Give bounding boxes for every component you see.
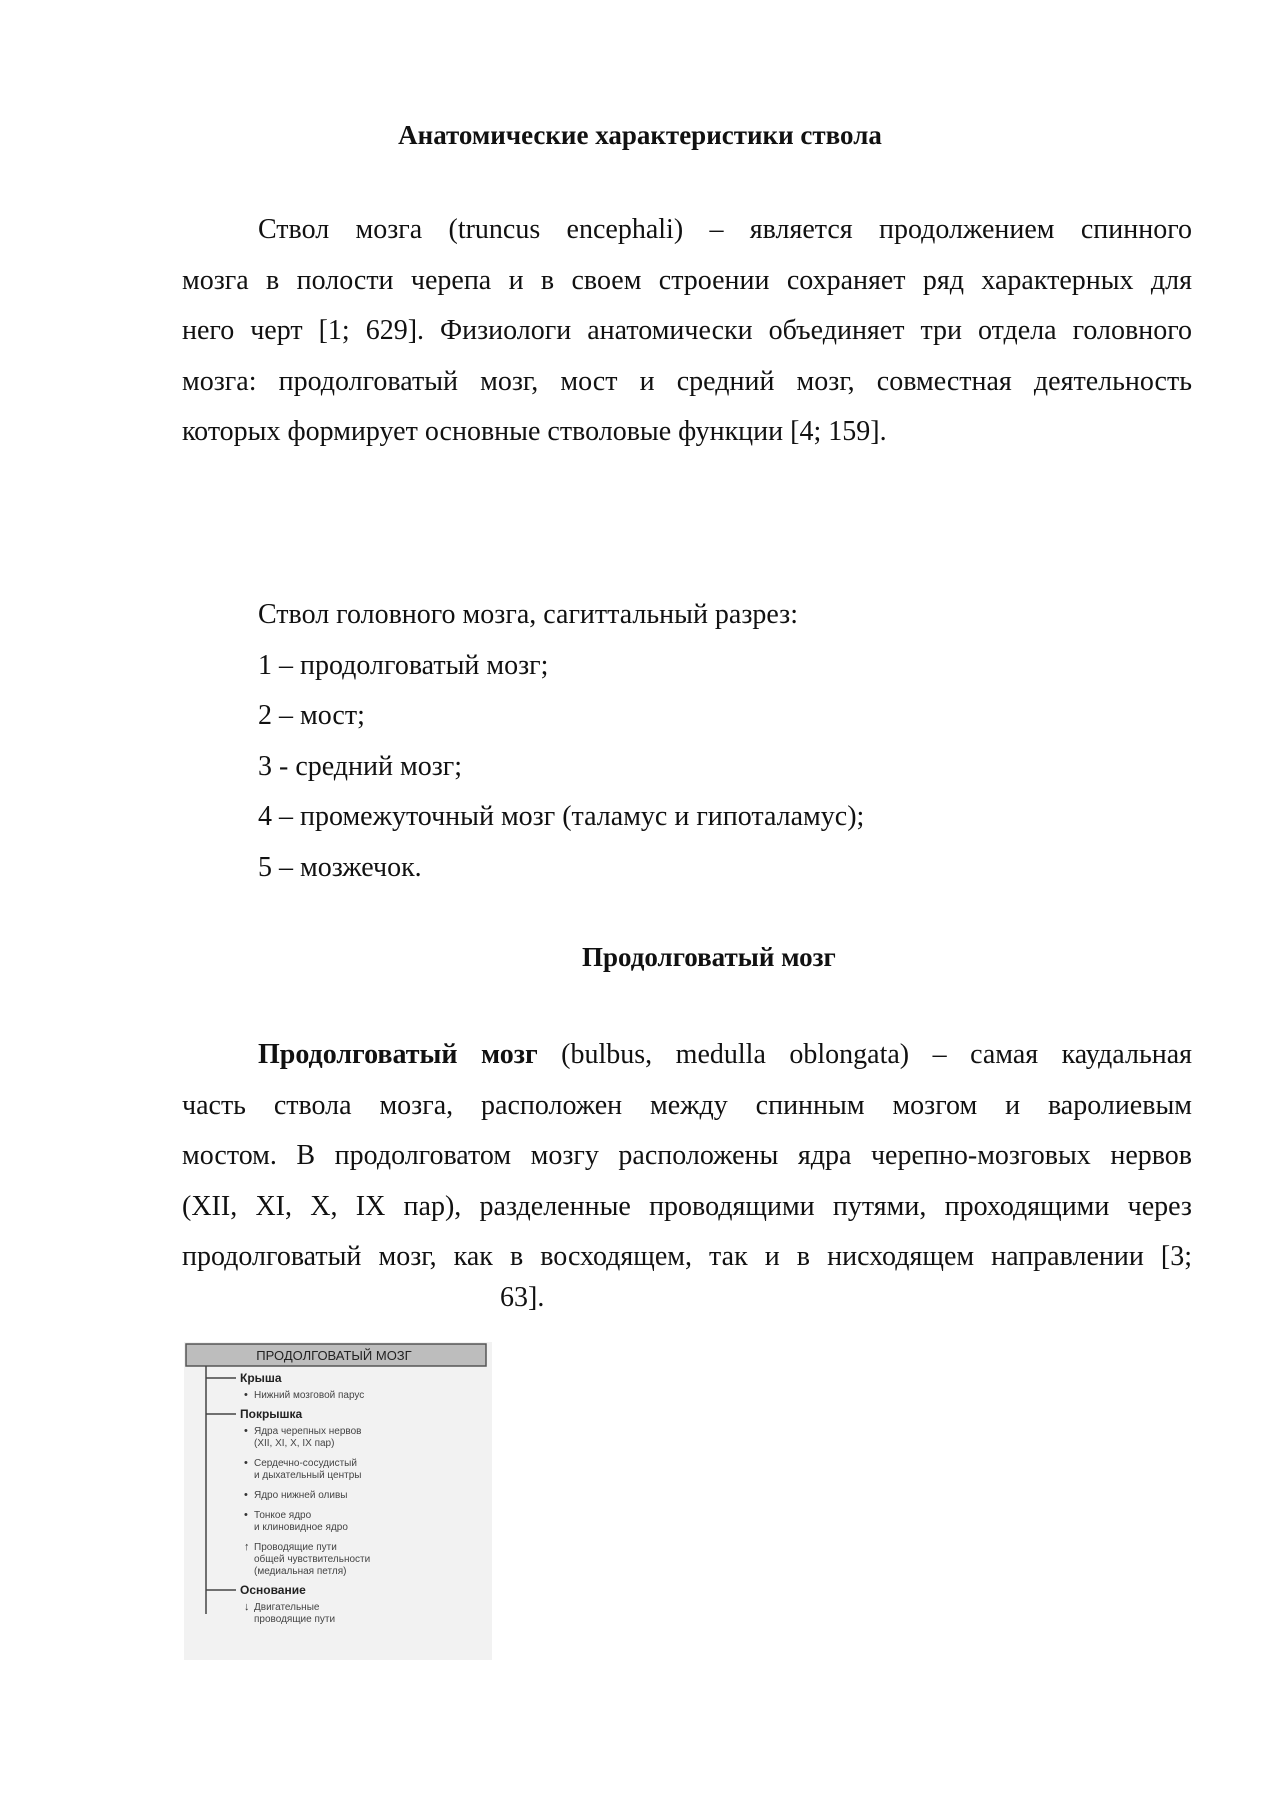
- paragraph-line: (XII, XI, X, IX пар), разделенные проводящими путями, проходящими через: [182, 1190, 1192, 1222]
- figure-group-label: Покрышка: [240, 1407, 303, 1421]
- medulla-structure-figure: [184, 1342, 492, 1660]
- figure-item-bullet: •: [244, 1509, 248, 1521]
- figure-item-text: Двигательные: [254, 1602, 320, 1613]
- figure-item-bullet: •: [244, 1457, 248, 1469]
- figure-group-label: Основание: [240, 1583, 306, 1597]
- paragraph-line: мозга в полости черепа и в своем строении сохраняет ряд характерных для: [182, 264, 1192, 296]
- paragraph-line: [182, 1030, 1192, 1081]
- paragraph-tail: 63].: [500, 1282, 545, 1313]
- paragraph-line: Ствол мозга (truncus encephali) – является продолжением спинного: [258, 214, 1192, 245]
- paragraph-medulla: [182, 1030, 1192, 1283]
- term-bold: Продолговатый мозг: [258, 1039, 538, 1070]
- figure-item-bullet: ↓: [244, 1601, 250, 1613]
- caption-item: 2 – мост;: [258, 700, 365, 731]
- paragraph-line: часть ствола мозга, расположен между спинным мозгом и варолиевым: [182, 1089, 1192, 1121]
- paragraph-line: мозга: продолговатый мозг, мост и средний мозг, совместная деятельность: [182, 365, 1192, 397]
- figure-item-text: Нижний мозговой парус: [254, 1390, 365, 1401]
- caption-heading: Ствол головного мозга, сагиттальный разрез:: [258, 599, 799, 630]
- figure-item-text: Проводящие пути: [254, 1542, 337, 1553]
- figure-header-text: ПРОДОЛГОВАТЫЙ МОЗГ: [256, 1348, 412, 1363]
- paragraph-line: которых формирует основные стволовые функции [4; 159].: [182, 416, 887, 447]
- figure-item-bullet: •: [244, 1425, 248, 1437]
- paragraph-line-rest: (bulbus, medulla oblongata) – самая каудальная: [537, 1039, 1192, 1070]
- paragraph-brainstem: [182, 205, 1192, 458]
- figure-item-bullet: ↑: [244, 1541, 250, 1553]
- figure-item-text: Сердечно-сосудистый: [254, 1458, 357, 1469]
- paragraph-line: мостом. В продолговатом мозгу расположены ядра черепно-мозговых нервов: [182, 1140, 1192, 1171]
- caption-item: 4 – промежуточный мозг (таламус и гипоталамус);: [258, 801, 865, 832]
- caption-item: 1 – продолговатый мозг;: [258, 649, 549, 681]
- figure-item-text: Ядро нижней оливы: [254, 1490, 348, 1501]
- figure-item-text: (XII, XI, X, IX пар): [254, 1438, 335, 1449]
- paragraph-line: продолговатый мозг, как в восходящем, так и в нисходящем направлении [3;: [182, 1241, 1192, 1272]
- section-title-medulla: Продолговатый мозг: [582, 942, 836, 972]
- figure-item-text: Ядра черепных нервов: [254, 1426, 362, 1437]
- figure-item-text: общей чувствительности: [254, 1554, 371, 1565]
- caption-item: 5 – мозжечок.: [258, 851, 422, 883]
- caption-item: 3 - средний мозг;: [258, 750, 463, 782]
- section-title-anatomy: Анатомические характеристики ствола: [398, 120, 882, 150]
- figure-item-bullet: •: [244, 1389, 248, 1401]
- figure-item-text: (медиальная петля): [254, 1566, 347, 1577]
- figure-item-text: и клиновидное ядро: [254, 1522, 348, 1533]
- figure-item-text: Тонкое ядро: [254, 1510, 312, 1521]
- figure-caption: [258, 590, 864, 893]
- paragraph-line: него черт [1; 629]. Физиологи анатомически объединяет три отдела головного: [182, 315, 1192, 346]
- figure-group-label: Крыша: [240, 1371, 282, 1385]
- figure-item-text: проводящие пути: [254, 1614, 336, 1625]
- figure-item-text: и дыхательный центры: [254, 1470, 362, 1481]
- figure-item-bullet: •: [244, 1489, 248, 1501]
